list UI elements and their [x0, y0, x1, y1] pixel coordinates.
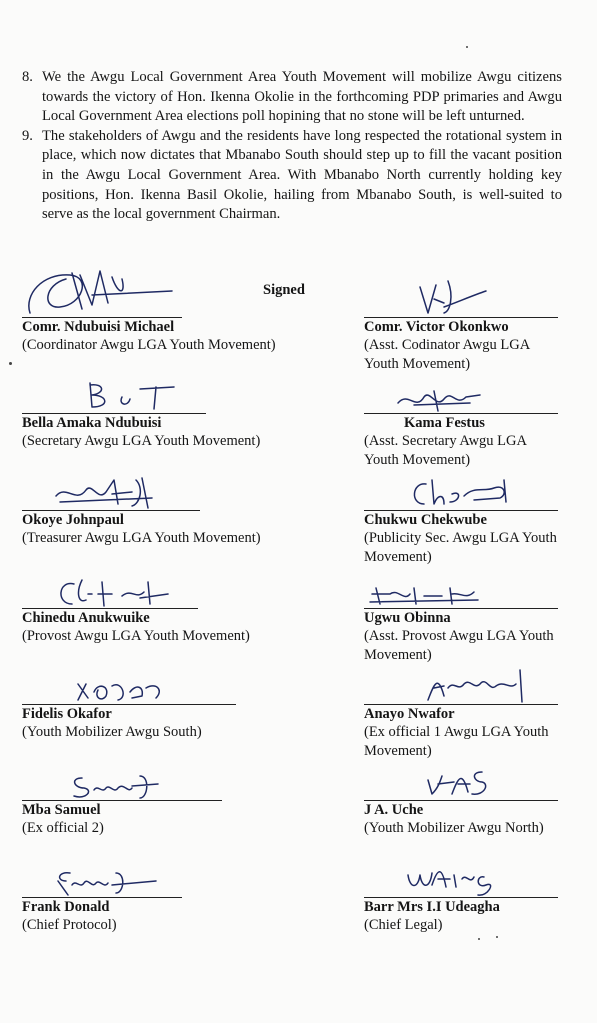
signature-block-secretary: [22, 413, 282, 451]
signatory-name: Kama Festus: [404, 415, 485, 431]
signatory-name: J A. Uche: [364, 802, 424, 818]
resolution-number: 8.: [22, 69, 33, 85]
handwritten-signature: [424, 764, 494, 800]
signatory-role: (Chief Protocol): [22, 917, 117, 933]
signatory-name: Comr. Victor Okonkwo: [364, 319, 509, 335]
signatory-role: (Coordinator Awgu LGA Youth Movement): [22, 337, 276, 353]
resolution-number: 9.: [22, 127, 33, 144]
signed-heading: Signed: [263, 282, 305, 298]
signature-block-chief-protocol: [22, 897, 282, 935]
signature-block-asst-provost: [364, 608, 564, 665]
signatory-role: (Publicity Sec. Awgu LGA Youth Movement): [364, 530, 557, 565]
handwritten-signature: [414, 277, 494, 317]
signatory-role: (Asst. Secretary Awgu LGA Youth Movement): [364, 433, 527, 468]
signatory-role: (Ex official 1 Awgu LGA Youth Movement): [364, 724, 549, 759]
signatory-name: Comr. Ndubuisi Michael: [22, 319, 175, 335]
paper-speck: [478, 938, 480, 940]
handwritten-signature: [66, 772, 166, 800]
signature-block-mobilizer-south: [22, 704, 282, 742]
signature-block-ex-official-2: [22, 800, 282, 838]
handwritten-signature: [22, 265, 182, 317]
handwritten-signature: [424, 666, 534, 704]
handwritten-signature: [52, 474, 162, 510]
signature-block-treasurer: [22, 510, 282, 548]
handwritten-signature: [404, 476, 514, 510]
paper-speck: [496, 936, 498, 938]
paper-speck: [466, 46, 468, 48]
signatory-name: Frank Donald: [22, 899, 110, 915]
signatory-role: (Provost Awgu LGA Youth Movement): [22, 628, 250, 644]
handwritten-signature: [82, 377, 182, 413]
signatory-name: Ugwu Obinna: [364, 610, 451, 626]
signatory-role: (Ex official 2): [22, 820, 104, 836]
signatory-name: Chukwu Chekwube: [364, 512, 487, 528]
signatory-name: Barr Mrs I.I Udeagha: [364, 899, 500, 915]
signatory-role: (Youth Mobilizer Awgu North): [364, 820, 544, 836]
resolution-text: The stakeholders of Awgu and the residents have long respected the rotational system in place, which now dictates that Mbanabo South should step up to fill the vacant position in the Awgu Local Government Area. With Mbanabo North currently holding key positions, Hon. Ikenna Basil Okolie, hailing from Mbanabo South, is well-suited to serve as the local government Chairman.: [42, 127, 562, 223]
signatory-name: Mba Samuel: [22, 802, 101, 818]
signature-block-ex-official-1: [364, 704, 564, 761]
signature-block-coordinator: [22, 317, 282, 355]
handwritten-signature: [72, 678, 172, 704]
signatory-name: Anayo Nwafor: [364, 706, 455, 722]
resolution-text: We the Awgu Local Government Area Youth Movement will mobilize Awgu citizens towards the victory of Hon. Ikenna Okolie in the forthcoming PDP primaries and Awgu Local Government Area elections poll hopining that no stone will be left unturned.: [42, 69, 562, 125]
handwritten-signature: [394, 387, 484, 413]
handwritten-signature: [404, 861, 514, 897]
signatory-name: Chinedu Anukwuike: [22, 610, 150, 626]
handwritten-signature: [52, 867, 162, 897]
resolution-item: [22, 127, 562, 225]
resolution-item: [22, 68, 562, 127]
signature-block-asst-coordinator: [364, 317, 564, 374]
signature-block-chief-legal: [364, 897, 564, 935]
signatory-role: (Secretary Awgu LGA Youth Movement): [22, 433, 261, 449]
signatory-name: Bella Amaka Ndubuisi: [22, 415, 162, 431]
signatory-role: (Asst. Provost Awgu LGA Youth Movement): [364, 628, 554, 663]
signature-block-publicity: [364, 510, 564, 567]
signature-block-asst-secretary: [364, 413, 564, 470]
signature-block-mobilizer-north: [364, 800, 564, 838]
signatory-name: Okoye Johnpaul: [22, 512, 124, 528]
handwritten-signature: [370, 584, 480, 608]
resolution-list: [22, 68, 562, 225]
signatory-role: (Treasurer Awgu LGA Youth Movement): [22, 530, 261, 546]
signatory-role: (Youth Mobilizer Awgu South): [22, 724, 202, 740]
handwritten-signature: [52, 576, 172, 608]
signature-block-provost: [22, 608, 282, 646]
signatory-name: Fidelis Okafor: [22, 706, 112, 722]
signatory-role: (Asst. Codinator Awgu LGA Youth Movement): [364, 337, 530, 372]
signatory-role: (Chief Legal): [364, 917, 443, 933]
paper-speck: [9, 362, 12, 365]
